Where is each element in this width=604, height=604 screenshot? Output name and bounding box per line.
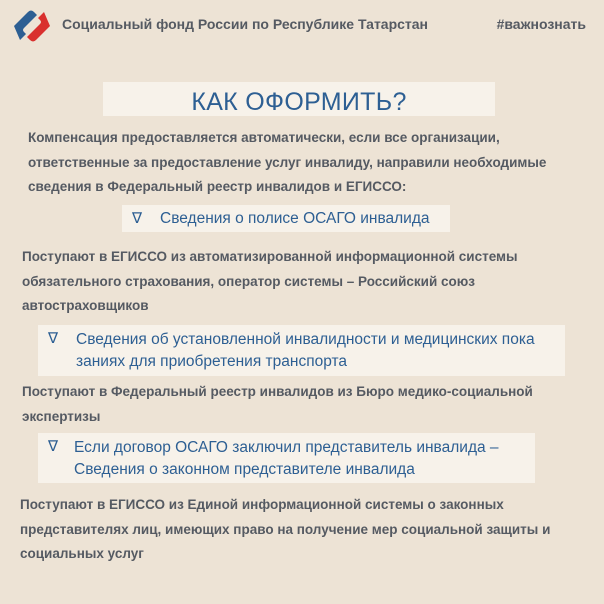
section-body-line: социальных услуг bbox=[20, 546, 144, 561]
sfr-logo-icon bbox=[10, 6, 54, 46]
section-body-line: обязательного страхования, оператор системы – Российский союз bbox=[22, 273, 475, 289]
section-body bbox=[22, 245, 518, 319]
intro-line: сведения в Федеральный реестр инвалидов и ЕГИССО: bbox=[28, 179, 407, 194]
section-heading-text: заниях для приобретения транспорта bbox=[76, 353, 348, 370]
org-name: Социальный фонд России по Республике Татарстан bbox=[62, 16, 429, 32]
section-body bbox=[20, 493, 550, 567]
section-heading-text: Сведения об установленной инвалидности и медицинских пока bbox=[76, 331, 535, 348]
intro-line: ответственные за предоставление услуг инвалиду, направили необходимые bbox=[28, 154, 547, 170]
section-body-line: Поступают в ЕГИССО из автоматизированной информационной системы bbox=[22, 249, 518, 264]
section-body-line: Поступают в ЕГИССО из Единой информационной системы о законных bbox=[20, 497, 504, 512]
triangle-marker-icon: ∇ bbox=[48, 438, 59, 455]
hashtag: #важнознать bbox=[496, 16, 586, 32]
intro-paragraph bbox=[28, 126, 546, 200]
section-heading-text: Сведения о полисе ОСАГО инвалида bbox=[160, 210, 430, 227]
section-body-line: автостраховщиков bbox=[22, 298, 149, 313]
section-body-line: экспертизы bbox=[22, 408, 101, 424]
section-heading-disability bbox=[38, 325, 565, 376]
section-heading-representative bbox=[38, 433, 535, 483]
title-box bbox=[103, 82, 495, 116]
section-body-line: Поступают в Федеральный реестр инвалидов из Бюро медико-социальной bbox=[22, 384, 533, 399]
triangle-marker-icon: ∇ bbox=[132, 210, 143, 227]
section-heading-text: Если договор ОСАГО заключил представитель инвалида – bbox=[74, 439, 499, 456]
intro-line: Компенсация предоставляется автоматически, если все организации, bbox=[28, 130, 500, 145]
section-body bbox=[22, 380, 533, 429]
section-body-line: представителях лиц, имеющих право на получение мер социальной защиты и bbox=[20, 521, 551, 537]
header bbox=[0, 0, 604, 52]
page-title: КАК ОФОРМИТЬ? bbox=[191, 88, 407, 116]
triangle-marker-icon: ∇ bbox=[48, 330, 59, 347]
section-heading-osago-policy bbox=[122, 205, 450, 232]
section-heading-text: Сведения о законном представителе инвалида bbox=[74, 461, 415, 478]
